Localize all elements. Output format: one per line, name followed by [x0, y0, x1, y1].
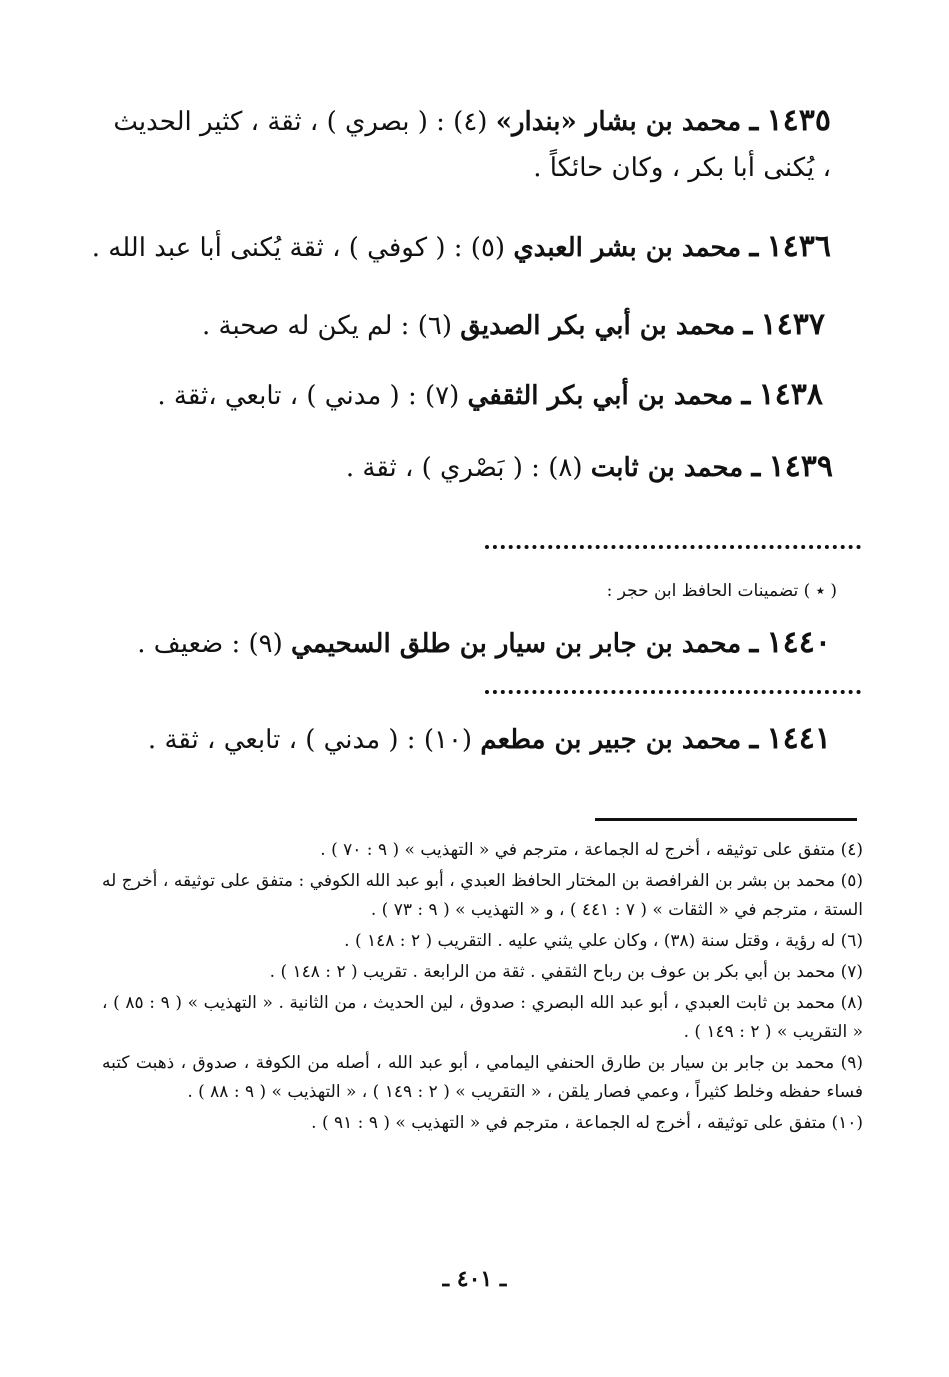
entry-number: ١٤٣٦ — [766, 229, 831, 264]
footnote: (١٠) متفق على توثيقه ، أخرج له الجماعة ، مترجم في « التهذيب » ( ٩ : ٩١ ) . — [311, 1113, 863, 1133]
tadmin-note: ( ٭ ) تضمينات الحافظ ابن حجر : — [606, 581, 837, 601]
entry-description: : ( مدني ) ، تابعي ،ثقة . — [157, 381, 417, 411]
entry-1438 — [100, 372, 823, 419]
entry-name: محمد بن جابر بن سيار بن طلق السحيمي — [291, 629, 742, 659]
entry-number: ١٤٣٨ — [758, 377, 823, 412]
entry-1439 — [100, 444, 833, 491]
entry-description: : ( كوفي ) ، ثقة يُكنى أبا عبد الله . — [91, 233, 463, 263]
entry-description: : ضعيف . — [137, 629, 241, 659]
entry-description: : لم يكن له صحبة . — [201, 311, 410, 341]
footnote-ref: (٥) — [470, 233, 506, 263]
footnote-ref: (٧) — [425, 381, 460, 411]
entry-name: محمد بن بشار «بندار» — [495, 107, 742, 137]
entry-description: : ( مدني ) ، تابعي ، ثقة . — [147, 725, 416, 755]
footnote: (٦) له رؤية ، وقتل سنة (٣٨) ، وكان علي يثني عليه . التقريب ( ٢ : ١٤٨ ) . — [344, 931, 863, 951]
footnote: (٨) محمد بن ثابت العبدي ، أبو عبد الله البصري : صدوق ، لين الحديث ، من الثانية . « التهذيب » ( ٩ : ٨٥ ) ، « التقريب » ( ٢ : ١٤٩ ) . — [102, 993, 863, 1042]
page-number: ـ ٤٠١ ـ — [442, 1266, 507, 1292]
entry-1435 — [100, 98, 831, 191]
footnotes — [102, 836, 863, 1140]
entry-dash: ـ — [741, 377, 751, 412]
entry-name: محمد بن بشر العبدي — [513, 233, 742, 263]
entry-1436 — [91, 224, 831, 271]
entry-dash: ـ — [749, 103, 759, 138]
entry-number: ١٤٣٧ — [760, 307, 825, 342]
entry-dash: ـ — [749, 229, 759, 264]
entry-1437 — [100, 302, 825, 349]
entry-name: محمد بن أبي بكر الثقفي — [467, 381, 734, 411]
footnote: (٩) محمد بن جابر بن سيار بن طارق الحنفي اليمامي ، أبو عبد الله ، أصله من الكوفة ، صدوق ، ذهبت كتبه فساء حفظه وخلط كثيراً ، وعمي فصار يلقن ، « التقريب » ( ٢ : ١٤٩ ) ، « التهذيب » ( ٩ : ٨٨ ) . — [102, 1053, 863, 1102]
entry-description: : ( بصري ) ، ثقة ، كثير الحديث ، يُكنى أبا بكر ، وكان حائكاً . — [113, 107, 831, 183]
entry-name: محمد بن ثابت — [590, 453, 744, 483]
entry-1440 — [100, 620, 831, 667]
entry-description: : ( بَصْري ) ، ثقة . — [345, 453, 540, 483]
footnote-ref: (٨) — [548, 453, 583, 483]
footnote-ref: (٦) — [417, 311, 452, 341]
footnote-ref: (١٠) — [423, 725, 473, 755]
entry-name: محمد بن جبير بن مطعم — [480, 725, 742, 755]
entry-number: ١٤٤١ — [766, 721, 831, 756]
footnote-ref: (٩) — [248, 629, 283, 659]
footnote: (٥) محمد بن بشر بن الفرافصة بن المختار الحافظ العبدي ، أبو عبد الله الكوفي : متفق على توثيقه ، أخرج له الستة ، مترجم في « الثقات » ( ٧ : ٤٤١ ) ، و « التهذيب » ( ٩ : ٧٣ ) . — [102, 871, 863, 920]
footnote: (٤) متفق على توثيقه ، أخرج له الجماعة ، مترجم في « التهذيب » ( ٩ : ٧٠ ) . — [320, 840, 863, 860]
entry-1441 — [100, 716, 831, 763]
footnote-rule — [595, 818, 857, 821]
entry-dash: ـ — [751, 449, 761, 484]
dotted-separator — [485, 545, 861, 553]
entry-dash: ـ — [749, 721, 759, 756]
entry-name: محمد بن أبي بكر الصديق — [460, 311, 736, 341]
footnote-ref: (٤) — [453, 107, 488, 137]
footnote: (٧) محمد بن أبي بكر بن عوف بن رباح الثقفي . ثقة من الرابعة . تقريب ( ٢ : ١٤٨ ) . — [269, 962, 863, 982]
entry-number: ١٤٤٠ — [766, 625, 831, 660]
entry-number: ١٤٣٩ — [768, 449, 833, 484]
entry-dash: ـ — [743, 307, 753, 342]
entry-dash: ـ — [749, 625, 759, 660]
dotted-separator — [485, 690, 861, 698]
entry-number: ١٤٣٥ — [766, 103, 831, 138]
